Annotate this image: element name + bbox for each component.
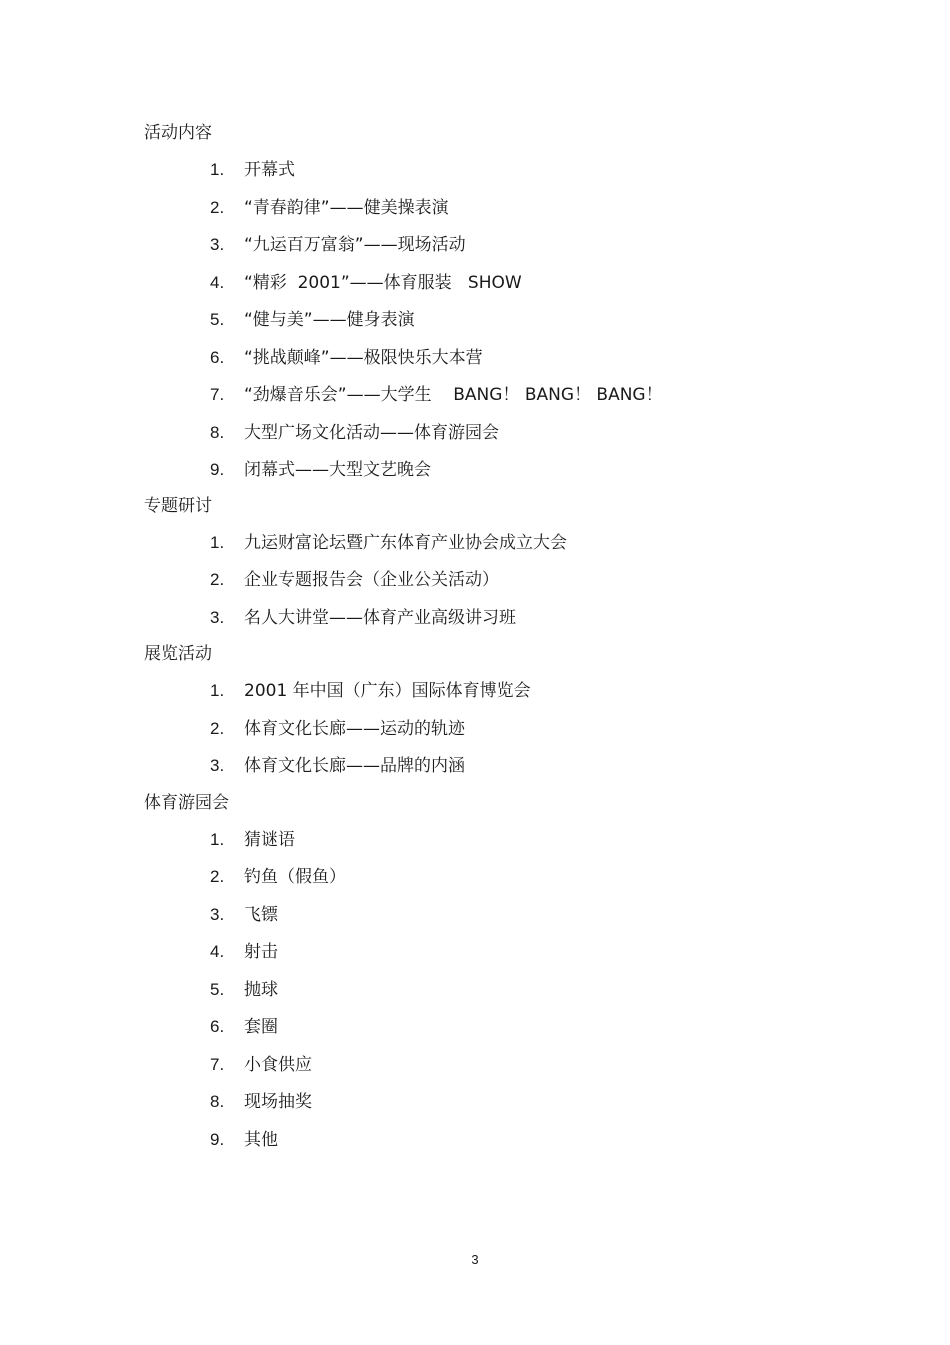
item-text: 企业专题报告会（企业公关活动） <box>244 570 499 590</box>
item-text: 体育文化长廊——运动的轨迹 <box>244 718 465 739</box>
item-number: 4. <box>210 272 225 292</box>
list-item <box>144 1015 844 1039</box>
item-text: 射击 <box>244 942 278 962</box>
section-activities <box>144 121 844 482</box>
seminar-list <box>144 531 844 630</box>
item-text: “青春韵律”——健美操表演 <box>244 197 449 218</box>
item-text: 其他 <box>244 1129 278 1150</box>
item-number: 3. <box>210 607 225 627</box>
list-item <box>144 308 844 332</box>
item-text: “挑战颠峰”——极限快乐大本营 <box>244 347 483 368</box>
item-text: “九运百万富翁”——现场活动 <box>244 235 466 255</box>
item-number: 8. <box>210 1092 225 1111</box>
list-item <box>144 158 844 182</box>
list-item <box>144 271 844 295</box>
item-number: 6. <box>210 347 225 367</box>
item-text: 名人大讲堂——体育产业高级讲习班 <box>244 607 516 628</box>
page-number: 3 <box>471 1252 479 1267</box>
item-number: 6. <box>210 1017 225 1036</box>
list-item <box>144 458 844 482</box>
list-item <box>144 1053 844 1077</box>
item-number: 7. <box>210 1054 225 1074</box>
item-number: 3. <box>210 235 225 254</box>
list-item <box>144 940 844 964</box>
item-number: 1. <box>210 532 225 552</box>
item-text: “精彩 2001”——体育服装 SHOW <box>244 272 522 293</box>
item-number: 5. <box>210 979 225 999</box>
item-number: 8. <box>210 422 225 442</box>
item-text: 猜谜语 <box>244 829 295 850</box>
section-exhibitions <box>144 642 844 778</box>
activity-list <box>144 158 844 482</box>
item-text: 抛球 <box>244 979 278 1000</box>
section-carnival <box>144 791 844 1152</box>
item-text: 大型广场文化活动——体育游园会 <box>244 422 499 443</box>
item-text: 钓鱼（假鱼） <box>244 867 346 887</box>
list-item <box>144 1090 844 1114</box>
exhibition-list <box>144 679 844 778</box>
list-item <box>144 421 844 445</box>
item-number: 7. <box>210 385 225 404</box>
item-number: 3. <box>210 904 225 924</box>
item-number: 2. <box>210 197 225 217</box>
document-body <box>144 121 844 1165</box>
item-number: 3. <box>210 756 225 775</box>
list-item <box>144 346 844 370</box>
item-text: 体育文化长廊——品牌的内涵 <box>244 756 465 776</box>
section-title: 展览活动 <box>144 644 212 664</box>
list-item <box>144 679 844 703</box>
item-text: 现场抽奖 <box>244 1092 312 1112</box>
item-number: 5. <box>210 310 225 329</box>
item-number: 2. <box>210 718 225 738</box>
list-item <box>144 903 844 927</box>
list-item <box>144 568 844 592</box>
item-number: 2. <box>210 867 225 886</box>
list-item <box>144 754 844 778</box>
item-number: 9. <box>210 460 225 479</box>
item-number: 1. <box>210 160 225 179</box>
section-seminars <box>144 494 844 630</box>
item-text: 闭幕式——大型文艺晚会 <box>244 460 431 480</box>
section-title: 专题研讨 <box>144 495 212 516</box>
list-item <box>144 383 844 407</box>
item-text: 2001 年中国（广东）国际体育博览会 <box>244 681 531 701</box>
section-title: 活动内容 <box>144 123 212 143</box>
item-text: “劲爆音乐会”——大学生 BANG！ BANG！ BANG！ <box>244 385 663 405</box>
item-number: 1. <box>210 681 225 700</box>
carnival-list <box>144 828 844 1152</box>
item-text: 九运财富论坛暨广东体育产业协会成立大会 <box>244 532 567 553</box>
item-text: 飞镖 <box>244 904 278 925</box>
list-item <box>144 233 844 257</box>
list-item <box>144 196 844 220</box>
item-text: 套圈 <box>244 1017 278 1037</box>
list-item <box>144 717 844 741</box>
list-item <box>144 828 844 852</box>
item-text: 小食供应 <box>244 1054 312 1075</box>
list-item <box>144 531 844 555</box>
list-item <box>144 865 844 889</box>
item-number: 9. <box>210 1129 225 1149</box>
item-number: 2. <box>210 570 225 589</box>
item-number: 1. <box>210 829 225 849</box>
item-number: 4. <box>210 942 225 961</box>
list-item <box>144 606 844 630</box>
item-text: “健与美”——健身表演 <box>244 310 415 330</box>
list-item <box>144 978 844 1002</box>
list-item <box>144 1128 844 1152</box>
item-text: 开幕式 <box>244 160 295 180</box>
section-title: 体育游园会 <box>144 792 229 813</box>
